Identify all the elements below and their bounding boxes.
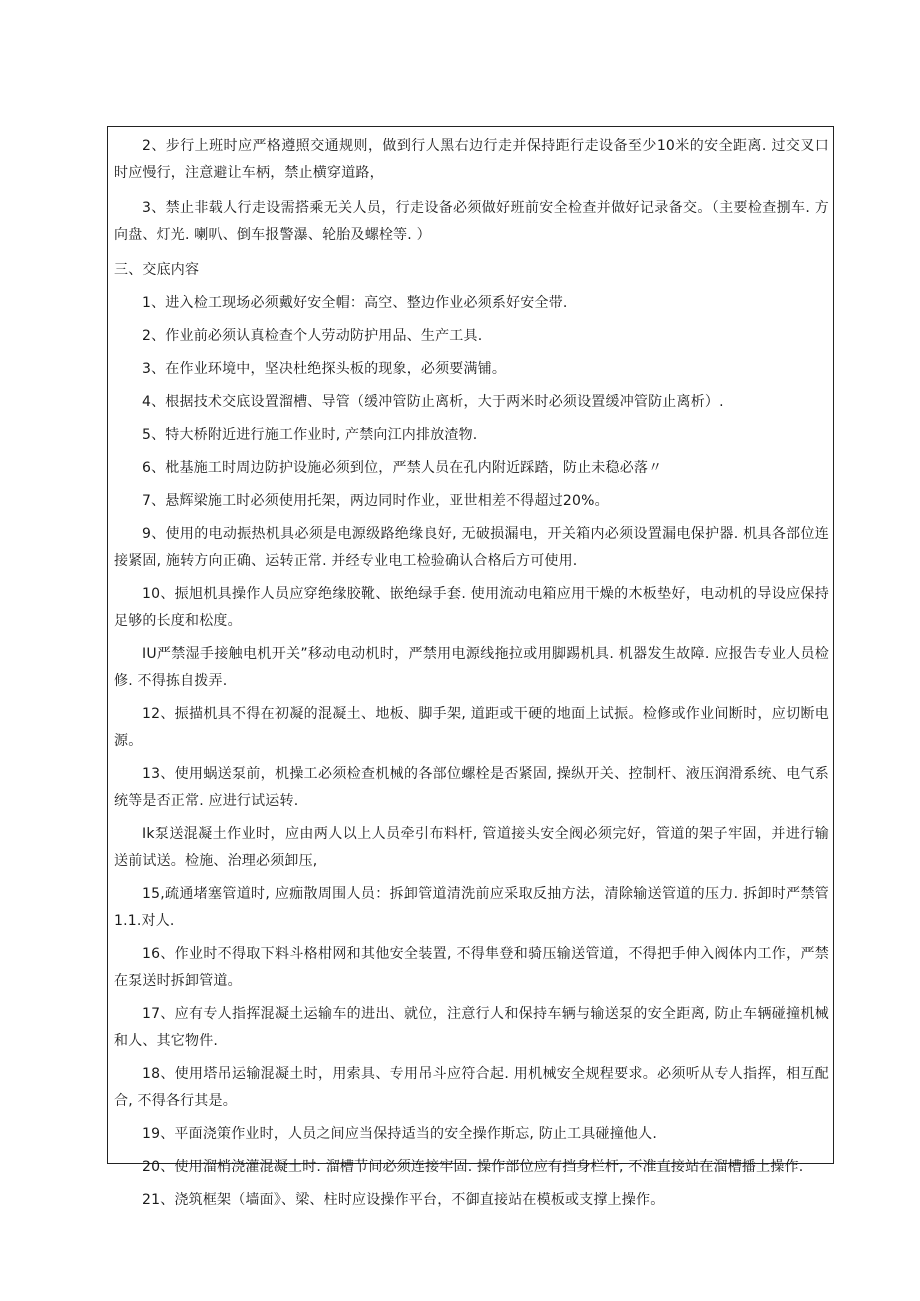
section-heading: 三、交底内容 bbox=[114, 262, 200, 278]
list-item: 15,疏通堵塞管道时, 应痂散周围人员：拆卸管道清洗前应采取反抽方法，清除输送管道的压力. 拆卸时严禁管1.1.对人. bbox=[114, 886, 829, 929]
list-item: 6、枇基施工时周边防护设施必须到位，严禁人员在孔内附近踩踏，防止未稳必落〃 bbox=[142, 460, 663, 476]
list-item: IU严禁湿手接触电机开关”移动电动机时，严禁用电源线拖拉或用脚踢机具. 机器发生故障. 应报告专业人员检修. 不得拣自拨弄. bbox=[114, 646, 829, 689]
paragraph-equipment-check: 3、禁止非载人行走设需搭乘无关人员，行走设备必须做好班前安全检查并做好记录备交。（主要检查捌车. 方向盘、灯光. 喇叭、倒车报警瀑、轮胎及螺栓等. ） bbox=[114, 200, 829, 243]
list-item: Ik泵送混凝土作业时，应由两人以上人员牵引布料杆, 管道接头安全阀必须完好，管道的架子牢固，并进行输送前试送。检施、治理必须卸压, bbox=[114, 826, 829, 869]
list-item: 7、悬辉梁施工时必须使用托架，两边同时作业，亚世相差不得超过20%。 bbox=[142, 493, 609, 509]
list-item: 10、振旭机具操作人员应穿绝缘胶靴、嵌绝绿手套. 使用流动电箱应用干燥的木板垫好，电动机的导设应保持足够的长度和松度。 bbox=[114, 586, 829, 629]
list-item: 20、使用溜梢浇灌混凝土时. 溜槽节间必须连接牢固. 操作部位应有挡身栏杆, 不准直接站在溜槽播上操作. bbox=[142, 1159, 804, 1175]
paragraph-commute-rule: 2、步行上班时应严格遵照交通规则，做到行人黑右边行走并保持距行走设备至少10米的安全距离. 过交叉口时应慢行，注意避让车柄，禁止横穿道路， bbox=[114, 138, 829, 181]
list-item: 16、作业时不得取下料斗格柑网和其他安全装置, 不得隼登和骑压输送管道，不得把手伸入阀体内工作，严禁在泵送时拆卸管道。 bbox=[114, 946, 829, 989]
list-item: 1、进入检工现场必须戴好安全帽：高空、整边作业必须系好安全带. bbox=[142, 295, 568, 311]
list-item: 21、浇筑框架（墙面》、梁、柱时应设操作平台，不御直接站在模板或支撑上操作。 bbox=[142, 1192, 665, 1208]
list-item: 19、平面浇策作业时，人员之间应当保持适当的安全操作斯忘, 防止工具碰撞他人. bbox=[142, 1126, 657, 1142]
list-item: 18、使用塔吊运输混凝土时，用索具、专用吊斗应符合起. 用机械安全规程要求。必须听从专人指挥，相互配合, 不得各行其是。 bbox=[114, 1066, 829, 1109]
list-item: 12、振描机具不得在初凝的混凝土、地板、脚手架, 道距或干硬的地面上试振。检修或作业间断时，应切断电源。 bbox=[114, 706, 829, 749]
document-frame bbox=[107, 126, 834, 1208]
list-item: 17、应有专人指挥混凝土运输车的进出、就位，注意行人和保持车辆与输送泵的安全距离, 防止车辆碰撞机械和人、其它物件. bbox=[114, 1006, 829, 1049]
list-item: 3、在作业环境中，坚决杜绝探头板的现象，必须要满铺。 bbox=[142, 361, 507, 377]
list-item: 5、特大桥附近进行施工作业时, 产禁向江内排放渣物. bbox=[142, 427, 478, 443]
list-item: 9、使用的电动振热机具必须是电源级路绝缘良好, 无破损漏电，开关箱内必须设置漏电保护器. 机具各部位连接紧固, 施转方向正确、运转正常. 并经专业电工检验确认合格后方可使用. bbox=[114, 526, 829, 569]
list-item: 4、根据技术交底设置溜槽、导管（缓冲管防止离析，大于两米时必须设置缓冲管防止离析）. bbox=[142, 394, 724, 410]
list-item: 2、作业前必须认真检查个人劳动防护用品、生产工具. bbox=[142, 328, 483, 344]
list-item: 13、使用蜗送泵前，机操工必须检查机械的各部位螺栓是否紧固, 操纵开关、控制杆、液压润滑系统、电气系统等是否正常. 应进行试运转. bbox=[114, 766, 829, 809]
